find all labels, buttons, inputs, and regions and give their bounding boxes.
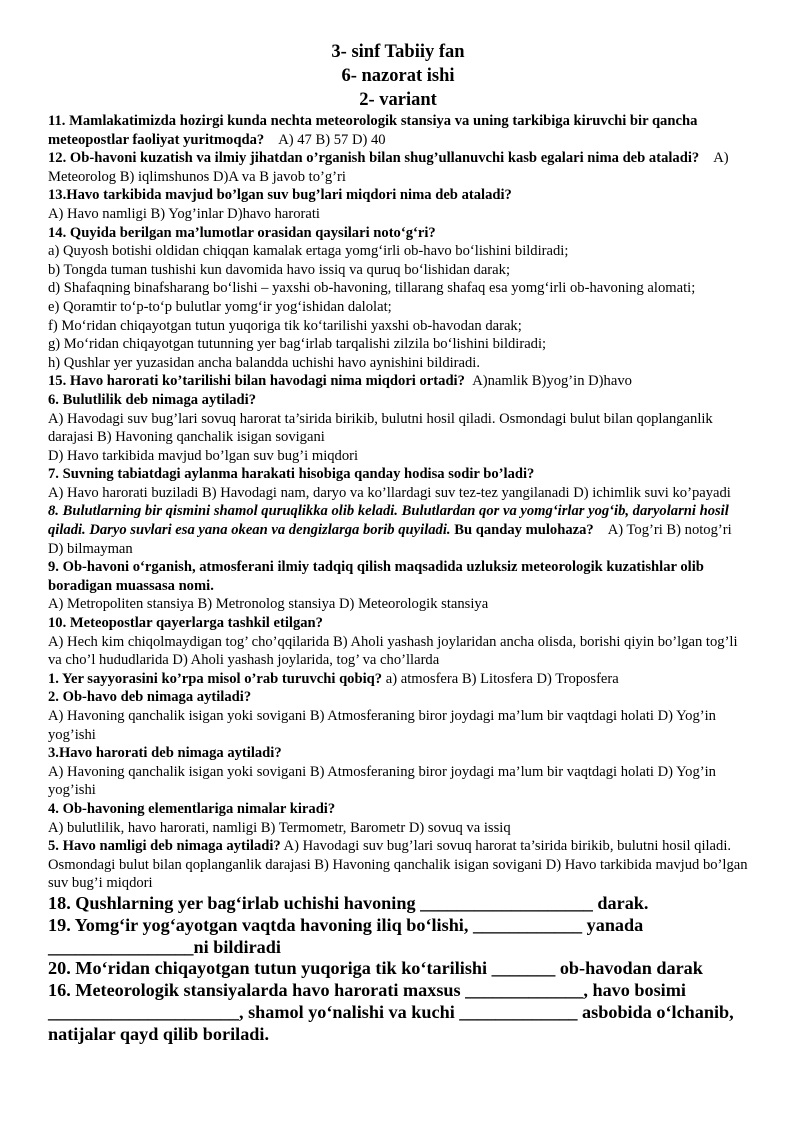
- question-8: [48, 502, 748, 558]
- question-14-item-e: e) Qoramtir to‘p-to‘p bulutlar yomg‘ir yog‘ishidan dalolat;: [48, 298, 392, 315]
- header-test-number: 6- nazorat ishi: [341, 66, 455, 86]
- question-2-text: 2. Ob-havo deb nimaga aytiladi?: [48, 689, 252, 706]
- header-variant: 2- variant: [359, 90, 437, 110]
- question-10-text: 10. Meteopostlar qayerlarga tashkil etilgan?: [48, 615, 323, 632]
- question-2-answers: A) Havoning qanchalik isigan yoki sovigani B) Atmosferaning biror joydagi ma’lum bir vaqtdagi holati D) Yog’in yog’ishi: [48, 708, 716, 743]
- question-7-text: 7. Suvning tabiatdagi aylanma harakati hisobiga qanday hodisa sodir bo’ladi?: [48, 466, 535, 483]
- question-13-text: 13.Havo tarkibida mavjud bo’lgan suv bug’lari miqdori nima deb ataladi?: [48, 187, 512, 204]
- question-5-answers: A) Havodagi suv bug’lari sovuq harorat ta’sirida birikib, bulutni hosil qiladi. Osmondagi bulut bilan qoplanganlik darajasi B) Havoning qanchalik isigan sovigani D) Havo tarkibida mavjud bo’lgan suv bug’i miqdori: [48, 838, 748, 892]
- worksheet-header: [48, 40, 748, 112]
- fill-in-16: 16. Meteorologik stansiyalarda havo harorati maxsus _____________, havo bosimi _____________________, shamol yo‘nalishi va kuchi _____________ asbobida o‘lchanib, natijalar qayd qilib boriladi.: [48, 980, 734, 1044]
- fill-in-18: 18. Qushlarning yer bag‘irlab uchishi havoning ___________________ darak.: [48, 892, 649, 913]
- question-9-answers: A) Metropoliten stansiya B) Metronolog stansiya D) Meteorologik stansiya: [48, 596, 489, 613]
- question-14-item-g: g) Mo‘ridan chiqayotgan tutunning yer bag‘irlab tarqalishi zilzila bo‘lishini bildiradi;: [48, 336, 547, 353]
- question-15-answers: A)namlik B)yog’in D)havo: [472, 373, 632, 390]
- header-grade-subject: 3- sinf Tabiiy fan: [331, 42, 465, 62]
- question-6-text: 6. Bulutlilik deb nimaga aytiladi?: [48, 391, 257, 408]
- question-5-text: 5. Havo namligi deb nimaga aytiladi?: [48, 838, 281, 855]
- question-1-text: 1. Yer sayyorasini ko’rpa misol o’rab turuvchi qobiq?: [48, 670, 383, 687]
- question-14-item-h: h) Qushlar yer yuzasidan ancha balandda uchishi havo aynishini bildiradi.: [48, 354, 481, 371]
- question-4-text: 4. Ob-havoning elementlariga nimalar kiradi?: [48, 800, 336, 817]
- question-9-text: 9. Ob-havoni o‘rganish, atmosferani ilmiy tadqiq qilish maqsadida uzluksiz meteorologik kuzatishlar olib boradigan muassasa nomi.: [48, 559, 704, 594]
- question-11-answers: A) 47 B) 57 D) 40: [278, 131, 386, 148]
- question-14-text: 14. Quyida berilgan ma’lumotlar orasidan qaysilari noto‘g‘ri?: [48, 224, 436, 241]
- question-6-answers-b: D) Havo tarkibida mavjud bo’lgan suv bug’i miqdori: [48, 447, 359, 464]
- question-12-answers: A) Meteorolog B) iqlimshunos D)A va B javob to’g’ri: [48, 150, 729, 185]
- question-15-text: 15. Havo harorati ko’tarilishi bilan havodagi nima miqdori ortadi?: [48, 373, 465, 390]
- question-4-answers: A) bulutlilik, havo harorati, namligi B) Termometr, Barometr D) sovuq va issiq: [48, 819, 511, 836]
- question-12-text: 12. Ob-havoni kuzatish va ilmiy jihatdan o’rganish bilan shug’ullanuvchi kasb egalari nima deb ataladi?: [48, 150, 700, 167]
- question-5: [48, 837, 748, 893]
- question-6-answers-a: A) Havodagi suv bug’lari sovuq harorat ta’sirida birikib, bulutni hosil qiladi. Osmondagi bulut bilan qoplanganlik darajasi B) Havoning qanchalik isigan sovigani: [48, 410, 713, 446]
- question-8-text: Bu qanday mulohaza?: [450, 522, 594, 539]
- worksheet-page: [48, 40, 748, 1046]
- question-7-answers: A) Havo harorati buziladi B) Havodagi nam, daryo va ko’llardagi suv tez-tez yangilanadi D) ichimlik suvi ko’payadi: [48, 484, 731, 501]
- question-1: [48, 670, 748, 689]
- question-11: [48, 112, 748, 149]
- question-15: [48, 372, 748, 391]
- question-1-answers: a) atmosfera B) Litosfera D) Troposfera: [382, 670, 619, 687]
- question-3-text: 3.Havo harorati deb nimaga aytiladi?: [48, 745, 282, 762]
- question-14-item-f: f) Mo‘ridan chiqayotgan tutun yuqoriga tik ko‘tarilishi yaxshi ob-havodan darak;: [48, 317, 522, 334]
- question-8-statement: 8. Bulutlarning bir qismini shamol quruqlikka olib keladi. Bulutlardan qor va yomg‘irlar yog‘ib, daryolarni hosil qiladi. Daryo suvlari esa yana okean va dengizlarga borib quyiladi.: [48, 503, 729, 539]
- questions-list: [48, 112, 748, 893]
- question-12: [48, 149, 748, 186]
- question-8-answers: A) Tog’ri B) notog’ri D) bilmayman: [48, 522, 732, 557]
- question-13-answers: A) Havo namligi B) Yog’inlar D)havo harorati: [48, 205, 320, 222]
- question-14-item-a: a) Quyosh botishi oldidan chiqqan kamalak ertaga yomg‘irli ob-havo bo‘lishini bildiradi;: [48, 243, 569, 260]
- question-11-text: 11. Mamlakatimizda hozirgi kunda nechta meteorologik stansiya va uning tarkibiga kiruvchi bir qancha meteopostlar faoliyat yuritmoqda?: [48, 113, 698, 148]
- question-3-answers: A) Havoning qanchalik isigan yoki sovigani B) Atmosferaning biror joydagi ma’lum bir vaqtdagi holati D) Yog’in yog’ishi: [48, 763, 716, 799]
- fill-in-section: [48, 893, 748, 1046]
- question-14-item-b: b) Tongda tuman tushishi kun davomida havo issiq va quruq bo‘lishidan darak;: [48, 261, 510, 278]
- fill-in-19: 19. Yomg‘ir yog‘ayotgan vaqtda havoning iliq bo‘lishi, ____________ yanada ________________ni bildiradi: [48, 914, 644, 957]
- question-14-item-d: d) Shafaqning binafsharang bo‘lishi – yaxshi ob-havoning, tillarang shafaq esa yomg‘irli ob-havoning alomati;: [48, 280, 696, 297]
- fill-in-20: 20. Mo‘ridan chiqayotgan tutun yuqoriga tik ko‘tarilishi _______ ob-havodan darak: [48, 958, 703, 979]
- question-10-answers: A) Hech kim chiqolmaydigan tog’ cho’qqilarida B) Aholi yashash joylaridan ancha olisda, borishi qiyin bo’lgan tog’li va cho’l hududlarida D) Aholi yashash joylarida, tog’ va cho’llarda: [48, 633, 738, 669]
